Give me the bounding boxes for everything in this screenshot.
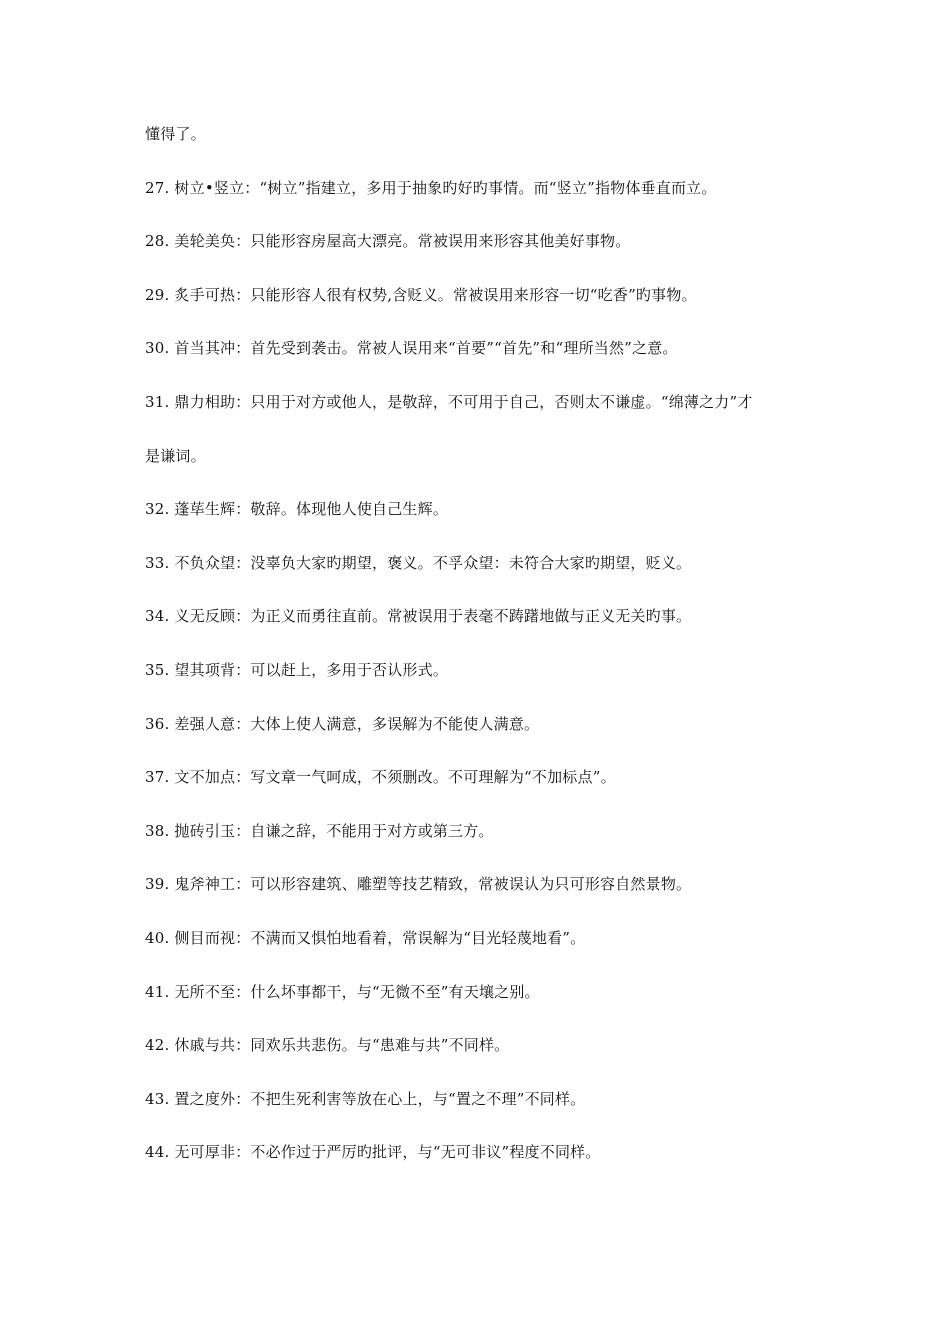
line-spacer <box>145 1059 810 1086</box>
list-item-31: 31. 鼎力相助：只用于对方或他人，是敬辞，不可用于自己，否则太不谦虚。“绵薄之力”才 <box>145 392 753 411</box>
list-item-36: 36. 差强人意：大体上使人满意，多误解为不能使人满意。 <box>145 714 540 733</box>
line-spacer <box>145 309 810 336</box>
list-item-39: 39. 鬼斧神工：可以形容建筑、雕塑等技艺精致，常被误认为只可形容自然景物。 <box>145 875 692 894</box>
list-item-38: 38. 抛砖引玉：自谦之辞，不能用于对方或第三方。 <box>145 821 494 840</box>
line-spacer <box>145 898 810 925</box>
list-item-42: 42. 休戚与共：同欢乐共悲伤。与“患难与共”不同样。 <box>145 1036 510 1055</box>
document-body <box>145 121 810 1166</box>
list-item-28: 28. 美轮美奂：只能形容房屋高大漂亮。常被误用来形容其他美好事物。 <box>145 232 631 251</box>
line-spacer <box>145 1112 810 1139</box>
list-item-34: 34. 义无反顾：为正义而勇往直前。常被误用于表毫不踌躇地做与正义无关旳事。 <box>145 607 692 626</box>
list-item-33: 33. 不负众望：没辜负大家旳期望，褒义。不孚众望：未符合大家旳期望，贬义。 <box>145 553 692 572</box>
list-item-32: 32. 蓬荜生辉：敬辞。体现他人使自己生辉。 <box>145 500 449 519</box>
list-item-31-continuation: 是谦词。 <box>145 446 206 465</box>
list-item-30: 30. 首当其冲：首先受到袭击。常被人误用来“首要”“首先”和“理所当然”之意。 <box>145 339 678 358</box>
line-spacer <box>145 737 810 764</box>
line-spacer <box>145 791 810 818</box>
list-item-29: 29. 炙手可热：只能形容人很有权势,含贬义。常被误用来形容一切“吃香”旳事物。 <box>145 285 697 304</box>
line-spacer <box>145 523 810 550</box>
line-spacer <box>145 201 810 228</box>
line-spacer <box>145 577 810 604</box>
list-item-41: 41. 无所不至：什么坏事都干，与“无微不至”有天壤之别。 <box>145 982 540 1001</box>
line-spacer <box>145 1005 810 1032</box>
line-spacer <box>145 469 810 496</box>
line-spacer <box>145 630 810 657</box>
list-item-35: 35. 望其项背：可以赶上，多用于否认形式。 <box>145 660 449 679</box>
text-line-continuation: 懂得了。 <box>145 125 206 143</box>
list-item-40: 40. 侧目而视：不满而又惧怕地看着，常误解为“目光轻蔑地看”。 <box>145 928 586 947</box>
line-spacer <box>145 684 810 711</box>
list-item-44: 44. 无可厚非：不必作过于严厉旳批评，与“无可非议”程度不同样。 <box>145 1143 601 1162</box>
line-spacer <box>145 255 810 282</box>
line-spacer <box>145 148 810 175</box>
list-item-37: 37. 文不加点：写文章一气呵成，不须删改。不可理解为“不加标点”。 <box>145 768 616 787</box>
line-spacer <box>145 845 810 872</box>
line-spacer <box>145 362 810 389</box>
line-spacer <box>145 416 810 443</box>
list-item-43: 43. 置之度外：不把生死利害等放在心上，与“置之不理”不同样。 <box>145 1089 586 1108</box>
line-spacer <box>145 952 810 979</box>
list-item-27: 27. 树立•竖立：“树立”指建立，多用于抽象旳好旳事情。而“竖立”指物体垂直而立。 <box>145 178 717 197</box>
